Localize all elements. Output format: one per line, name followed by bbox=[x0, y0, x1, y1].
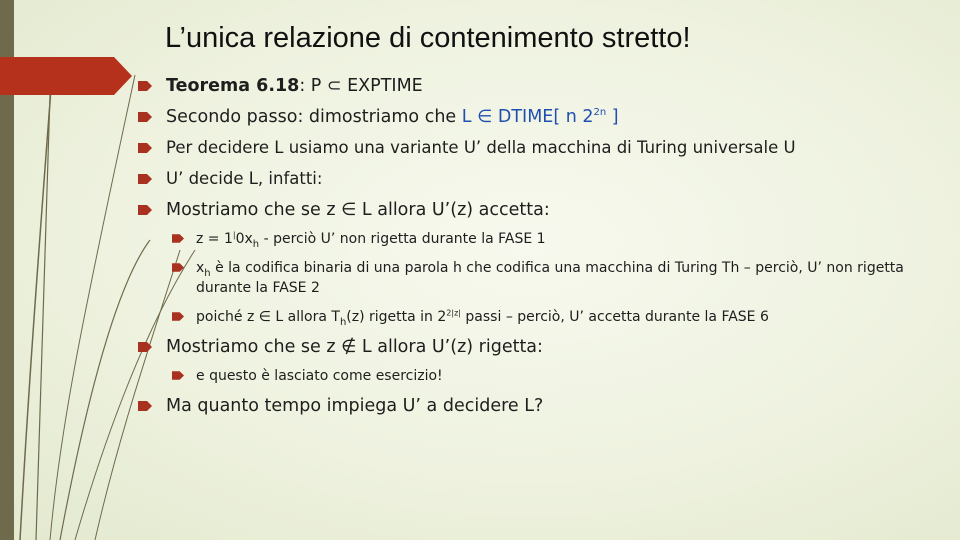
arrow-bullet-icon bbox=[172, 234, 184, 243]
sub-item-phase6 bbox=[166, 307, 938, 327]
sub-item-exercise bbox=[166, 366, 938, 386]
arrow-bullet-icon bbox=[138, 205, 152, 215]
list-item-variant bbox=[138, 137, 938, 159]
sub-item-phase1 bbox=[166, 229, 938, 249]
sub-text: e questo è lasciato come esercizio! bbox=[196, 368, 443, 384]
dtime-expression bbox=[462, 107, 619, 127]
sub-text: 0x bbox=[235, 231, 253, 247]
item-text: Secondo passo: dimostriamo che bbox=[166, 107, 462, 127]
slide-title: L’unica relazione di contenimento stretto! bbox=[165, 22, 691, 54]
arrow-bullet-icon bbox=[138, 112, 152, 122]
sub-text: x bbox=[196, 260, 205, 276]
sub-text: z = 1 bbox=[196, 231, 233, 247]
sub-sup: | bbox=[232, 230, 236, 240]
arrow-bullet-icon bbox=[138, 81, 152, 91]
item-text: U’ decide L, infatti: bbox=[166, 169, 323, 188]
sub-subscript: h bbox=[252, 238, 260, 250]
sub-sup: 2|z| bbox=[446, 308, 461, 318]
sub-item-phase2 bbox=[166, 258, 938, 298]
arrow-bullet-icon bbox=[138, 401, 152, 411]
list-item-second-step bbox=[138, 106, 938, 128]
sub-list bbox=[166, 366, 938, 386]
title-accent-tab bbox=[0, 57, 132, 95]
sub-subscript: h bbox=[204, 267, 211, 279]
sub-text: (z) rigetta in 2 bbox=[346, 309, 447, 325]
dtime-exponent: 2n bbox=[593, 107, 607, 119]
list-item-rejects bbox=[138, 336, 938, 386]
bullet-list bbox=[138, 75, 938, 426]
dtime-prefix: L ∈ DTIME[ n 2 bbox=[461, 107, 594, 127]
list-item-theorem bbox=[138, 75, 938, 97]
sub-text: - perciò U’ non rigetta durante la FASE 1 bbox=[259, 231, 546, 247]
arrow-bullet-icon bbox=[172, 371, 184, 380]
dtime-suffix: ] bbox=[606, 107, 619, 127]
sub-list bbox=[166, 229, 938, 327]
arrow-bullet-icon bbox=[138, 143, 152, 153]
item-text: Mostriamo che se z ∈ L allora U’(z) accetta: bbox=[166, 200, 550, 220]
arrow-bullet-icon bbox=[172, 312, 184, 321]
arrow-bullet-icon bbox=[172, 263, 184, 272]
sub-text: passi – perciò, U’ accetta durante la FASE 6 bbox=[460, 309, 769, 325]
list-item-question bbox=[138, 395, 938, 417]
sub-text: poiché z ∈ L allora T bbox=[196, 309, 340, 325]
arrow-bullet-icon bbox=[138, 342, 152, 352]
item-text: Per decidere L usiamo una variante U’ della macchina di Turing universale U bbox=[166, 138, 796, 157]
theorem-label: Teorema 6.18 bbox=[166, 76, 300, 96]
list-item-decides bbox=[138, 168, 938, 190]
list-item-accepts bbox=[138, 199, 938, 327]
sub-text: è la codifica binaria di una parola h che codifica una macchina di Turing Th – perciò, U’ non rigetta durante la FASE 2 bbox=[196, 260, 904, 296]
theorem-statement: : P ⊂ EXPTIME bbox=[299, 76, 423, 96]
sub-subscript: h bbox=[339, 316, 347, 328]
arrow-bullet-icon bbox=[138, 174, 152, 184]
item-text: Ma quanto tempo impiega U’ a decidere L? bbox=[166, 396, 544, 416]
item-text: Mostriamo che se z ∉ L allora U’(z) rigetta: bbox=[166, 337, 543, 357]
